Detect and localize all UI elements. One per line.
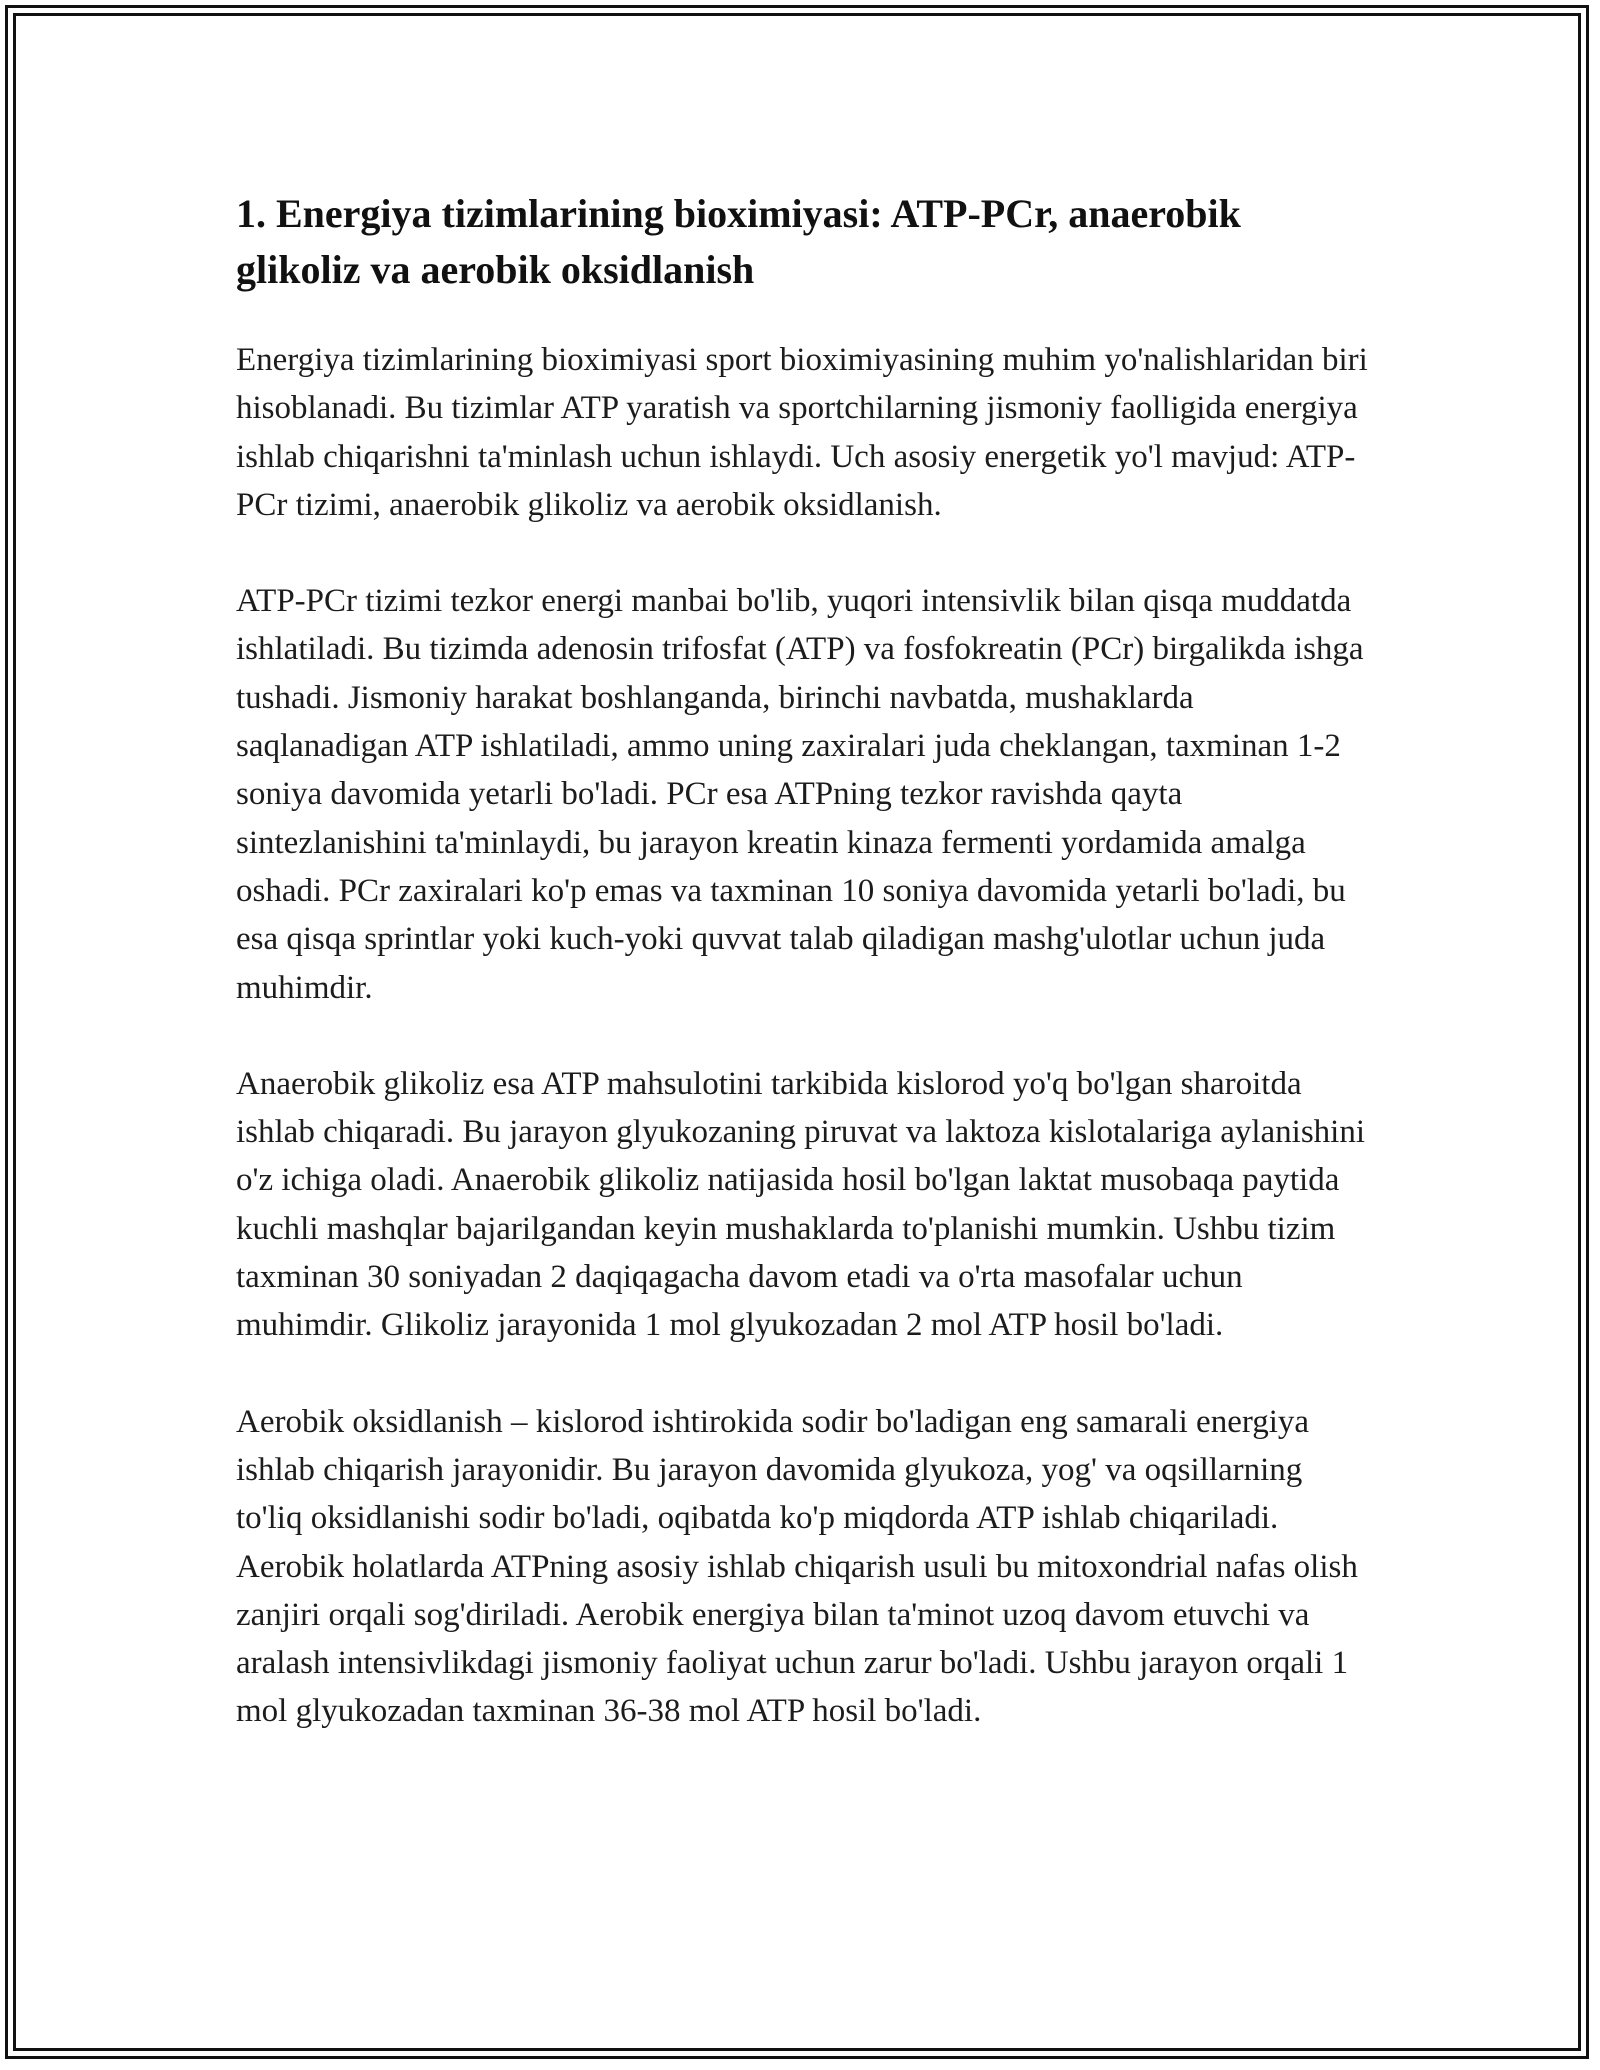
paragraph-anaerobic-glycolysis: Anaerobik glikoliz esa ATP mahsulotini tarkibida kislorod yo'q bo'lgan sharoitda ishlab chiqaradi. Bu jarayon glyukozaning piruvat va laktoza kislotalariga aylanishini o'z ichiga oladi. Anaerobik glikoliz natijasida hosil bo'lgan laktat musobaqa paytida kuchli mashqlar bajarilgandan keyin mushaklarda to'planishi mumkin. Ushbu tizim taxminan 30 soniyadan 2 daqiqagacha davom etadi va o'rta masofalar uchun muhimdir. Glikoliz jarayonida 1 mol glyukozadan 2 mol ATP hosil bo'ladi. xyxy=(236,1065,1366,1344)
paragraph-aerobic-oxidation: Aerobik oksidlanish – kislorod ishtirokida sodir bo'ladigan eng samarali energiya ishlab chiqarish jarayonidir. Bu jarayon davomida glyukoza, yog' va oqsillarning to'liq oksidlanishi sodir bo'ladi, oqibatda ko'p miqdorda ATP ishlab chiqariladi. Aerobik holatlarda ATPning asosiy ishlab chiqarish usuli bu mitoxondrial nafas olish zanjiri orqali sog'diriladi. Aerobik energiya bilan ta'minot uzoq davom etuvchi va aralash intensivlikdagi jismoniy faoliyat uchun zarur bo'ladi. Ushbu jarayon orqali 1 mol glyukozadan taxminan 36-38 mol ATP hosil bo'ladi. xyxy=(236,1403,1358,1730)
document-body xyxy=(236,186,1376,1784)
section-heading: 1. Energiya tizimlarining bioximiyasi: ATP-PCr, anaerobik glikoliz va aerobik oksidlanish xyxy=(236,191,1241,292)
paragraph-intro: Energiya tizimlarining bioximiyasi sport bioximiyasining muhim yo'nalishlaridan biri hisoblanadi. Bu tizimlar ATP yaratish va sportchilarning jismoniy faolligida energiya ishlab chiqarishni ta'minlash uchun ishlaydi. Uch asosiy energetik yo'l mavjud: ATP-PCr tizimi, anaerobik glikoliz va aerobik oksidlanish. xyxy=(236,342,1368,523)
paragraph-atp-pcr: ATP-PCr tizimi tezkor energi manbai bo'lib, yuqori intensivlik bilan qisqa muddatda ishlatiladi. Bu tizimda adenosin trifosfat (ATP) va fosfokreatin (PCr) birgalikda ishga tushadi. Jismoniy harakat boshlanganda, birinchi navbatda, mushaklarda saqlanadigan ATP ishlatiladi, ammo uning zaxiralari juda cheklangan, taxminan 1-2 soniya davomida yetarli bo'ladi. PCr esa ATPning tezkor ravishda qayta sintezlanishini ta'minlaydi, bu jarayon kreatin kinaza fermenti yordamida amalga oshadi. PCr zaxiralari ko'p emas va taxminan 10 soniya davomida yetarli bo'ladi, bu esa qisqa sprintlar yoki kuch-yoki quvvat talab qiladigan mashg'ulotlar uchun juda muhimdir. xyxy=(236,583,1364,1006)
